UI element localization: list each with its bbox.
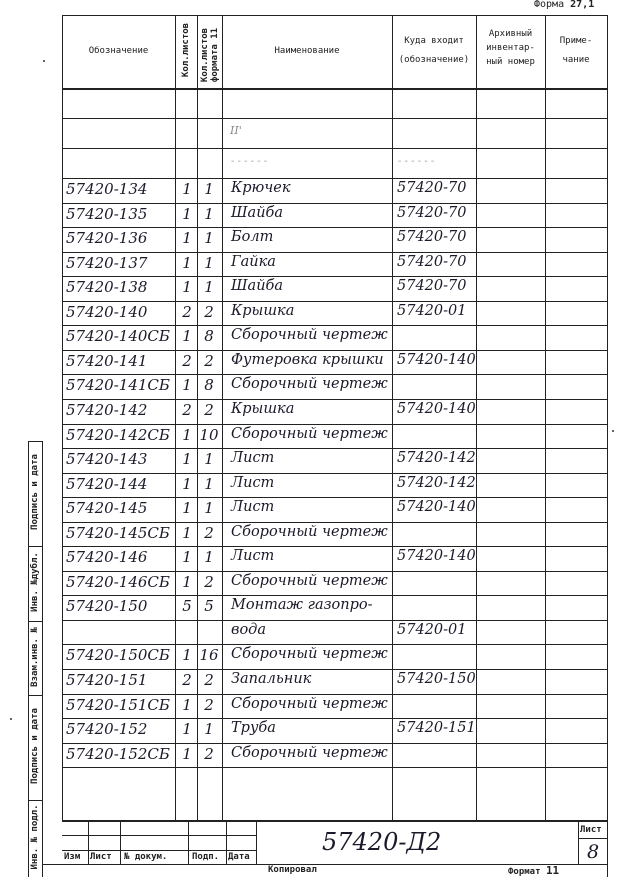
row-designation: 57420-140СБ: [66, 327, 170, 346]
row-designation: 57420-137: [66, 253, 148, 272]
row-sheets-count: 1: [182, 695, 192, 714]
row-sheets-format: 10: [199, 425, 219, 444]
row-sheets-format: 1: [204, 253, 214, 272]
table-row: [0, 497, 619, 522]
row-designation: 57420-150: [66, 597, 148, 616]
row-sheets-count: 2: [182, 351, 192, 370]
row-designation: 57420-141: [66, 351, 148, 370]
row-line: [62, 118, 608, 119]
row-sheets-format: 2: [204, 523, 214, 542]
row-sheets-count: 1: [182, 548, 192, 567]
header-bottom-border: [62, 88, 608, 90]
row-sheets-count: 1: [182, 720, 192, 739]
table-row: [0, 374, 619, 399]
row-where-used: 57420-70: [397, 278, 467, 295]
table-row: [0, 522, 619, 547]
row-where-used: 57420-70: [397, 204, 467, 221]
row-where-used: 57420-151: [397, 720, 476, 737]
row-name: Шайба: [231, 204, 284, 221]
margin-dot: [10, 718, 12, 720]
row-sheets-count: 1: [182, 450, 192, 469]
row-sheets-format: 1: [204, 204, 214, 223]
table-row: [0, 350, 619, 375]
stamp-top-border: [62, 820, 608, 822]
row-designation: 57420-146СБ: [66, 572, 170, 591]
side-label-vzam-inv: Взам.инв. №: [30, 627, 40, 687]
row-where-used: 57420-140: [397, 499, 476, 516]
stamp-podp-label: Подп.: [192, 852, 220, 862]
stamp-divider: [120, 820, 121, 864]
row-sheets-count: 1: [182, 499, 192, 518]
stamp-sheet-label: Лист: [580, 825, 602, 835]
table-row: [0, 325, 619, 350]
row-where-used: 57420-140: [397, 400, 476, 417]
row-where-used: 57420-142: [397, 450, 476, 467]
row-name: Сборочный чертеж: [231, 327, 388, 344]
row-sheets-count: 1: [182, 204, 192, 223]
footer-format: Формат 11: [508, 864, 560, 877]
row-name: Сборочный чертеж: [231, 523, 388, 540]
stamp-data-label: Дата: [228, 852, 250, 862]
row-where-used: 57420-70: [397, 229, 467, 246]
row-sheets-format: 2: [204, 351, 214, 370]
stamp-list-label: Лист: [90, 852, 112, 862]
table-row: [0, 424, 619, 449]
table-row: [0, 227, 619, 252]
row-designation: 57420-145СБ: [66, 523, 170, 542]
row-name: Футеровка крышки: [231, 351, 384, 368]
margin-dot: [43, 60, 45, 62]
row-name: вода: [231, 621, 267, 638]
row-name: Гайка: [231, 253, 276, 270]
row-sheets-count: 1: [182, 646, 192, 665]
row-designation: 57420-152СБ: [66, 744, 170, 763]
row-designation: 57420-135: [66, 204, 148, 223]
row-designation: 57420-146: [66, 548, 148, 567]
table-row: [0, 620, 619, 645]
row-name: Сборочный чертеж: [231, 376, 388, 393]
row-sheets-count: 1: [182, 425, 192, 444]
header-note: Приме- чание: [559, 36, 593, 65]
stamp-divider: [88, 820, 89, 864]
row-where-used: 57420-70: [397, 253, 467, 270]
row-where-used: 57420-150: [397, 671, 476, 687]
footer-copied: Копировал: [268, 865, 317, 875]
row-designation: 57420-136: [66, 229, 148, 248]
row-designation: 57420-150СБ: [66, 646, 170, 665]
stamp-doc-num-label: № докум.: [124, 852, 168, 862]
row-sheets-format: 2: [204, 572, 214, 591]
table-top-border: [62, 15, 608, 16]
stamp-line: [578, 838, 607, 839]
row-designation: 57420-145: [66, 499, 148, 518]
row-where-used: 57420-70: [397, 180, 467, 196]
header-name: Наименование: [274, 46, 340, 56]
table-row: [0, 203, 619, 228]
row-designation: 57420-134: [66, 180, 148, 198]
row-designation: 57420-142: [66, 400, 148, 419]
row-name: Лист: [231, 499, 275, 516]
row-sheets-format: 2: [204, 695, 214, 714]
row-designation: 57420-141СБ: [66, 376, 170, 395]
header-designation: Обозначение: [88, 46, 149, 56]
stamp-izm-label: Изм: [64, 852, 81, 862]
row-designation: 57420-142СБ: [66, 425, 170, 444]
form-label: Форма 27,1: [534, 0, 595, 10]
row-sheets-count: 5: [182, 597, 192, 616]
row-name: Лист: [231, 548, 275, 565]
row-sheets-format: 2: [204, 744, 214, 763]
side-strip-divider: [28, 800, 42, 801]
row-sheets-count: 1: [182, 474, 192, 493]
header-archive-number: Архивный инвентар- ный номер: [486, 29, 535, 67]
document-code: 57420-Д2: [322, 828, 442, 856]
row-designation: 57420-138: [66, 278, 148, 297]
row-line: [62, 767, 608, 768]
row-name: Сборочный чертеж: [231, 744, 388, 761]
side-label-sign-date-top: Подпись и дата: [30, 454, 40, 530]
table-row: [0, 644, 619, 669]
header-where-used: Куда входит (обозначение): [398, 36, 470, 65]
row-where-used: 57420-01: [397, 621, 467, 638]
side-strip-inner: [42, 441, 43, 877]
row-sheets-count: 1: [182, 572, 192, 591]
row-sheets-format: 1: [204, 278, 214, 297]
row-sheets-format: 16: [199, 646, 219, 665]
sheet-number: 8: [587, 841, 600, 863]
row-name: Сборочный чертеж: [231, 695, 388, 712]
table-row: [0, 301, 619, 326]
row-line: [62, 148, 608, 149]
row-designation: 57420-144: [66, 474, 148, 493]
row-name: Крючек: [231, 180, 291, 196]
table-row: [0, 571, 619, 596]
row-sheets-count: 1: [182, 744, 192, 763]
stamp-divider: [188, 820, 189, 864]
row-name: Крышка: [231, 302, 295, 319]
row-designation: 57420-152: [66, 720, 148, 739]
row-name: Болт: [231, 229, 274, 246]
row-designation: 57420-140: [66, 302, 148, 321]
row-sheets-format: 8: [204, 327, 214, 346]
row-sheets-count: 1: [182, 180, 192, 198]
side-label-inv-podl: Инв. № подл.: [30, 804, 40, 870]
row-sheets-format: 5: [204, 597, 214, 616]
row-sheets-count: 2: [182, 302, 192, 321]
table-row: [0, 546, 619, 571]
row-sheets-count: 2: [182, 400, 192, 419]
faint-mark: II': [230, 124, 242, 137]
row-name: Крышка: [231, 400, 295, 417]
faint-mark: - - - - - -: [398, 156, 435, 167]
side-label-sign-date-bottom: Подпись и дата: [30, 708, 40, 784]
row-sheets-format: 1: [204, 180, 214, 198]
row-name: Сборочный чертеж: [231, 425, 388, 442]
row-name: Шайба: [231, 278, 284, 295]
row-name: Монтаж газопро-: [231, 597, 373, 614]
row-sheets-format: 2: [204, 302, 214, 321]
row-name: Сборочный чертеж: [231, 572, 388, 589]
table-row: [0, 399, 619, 424]
row-name: Сборочный чертеж: [231, 646, 388, 663]
table-row: [0, 448, 619, 473]
row-where-used: 57420-140: [397, 548, 476, 565]
row-sheets-count: 1: [182, 376, 192, 395]
table-row: [0, 669, 619, 694]
row-name: Запальник: [231, 671, 312, 687]
header-sheets-format: Кол.листов формата 11: [200, 27, 220, 83]
row-designation: 57420-151СБ: [66, 695, 170, 714]
row-sheets-count: 1: [182, 253, 192, 272]
row-sheets-count: 1: [182, 523, 192, 542]
row-sheets-count: 2: [182, 671, 192, 689]
row-sheets-format: 1: [204, 720, 214, 739]
row-sheets-count: 1: [182, 278, 192, 297]
row-sheets-format: 1: [204, 229, 214, 248]
side-label-inv-dubl: Инв. №дубл.: [30, 552, 40, 612]
row-designation: 57420-143: [66, 450, 148, 469]
table-row: [0, 178, 619, 203]
row-sheets-format: 8: [204, 376, 214, 395]
table-row: [0, 595, 619, 620]
margin-dot: [612, 430, 614, 432]
header-sheets-count: Кол.листов: [181, 22, 191, 78]
side-strip-outer: [28, 441, 29, 877]
row-name: Лист: [231, 450, 275, 467]
row-sheets-format: 1: [204, 548, 214, 567]
row-where-used: 57420-140: [397, 351, 476, 368]
table-row: [0, 743, 619, 768]
table-row: [0, 276, 619, 301]
row-sheets-format: 1: [204, 499, 214, 518]
table-row: [0, 252, 619, 277]
stamp-divider: [256, 820, 257, 864]
faint-mark: - - - - - -: [231, 156, 268, 167]
row-name: Лист: [231, 474, 275, 491]
row-sheets-count: 1: [182, 229, 192, 248]
row-sheets-format: 2: [204, 671, 214, 689]
table-row: [0, 694, 619, 719]
row-sheets-format: 2: [204, 400, 214, 419]
stamp-divider: [226, 820, 227, 864]
row-designation: 57420-151: [66, 671, 148, 689]
row-sheets-format: 1: [204, 450, 214, 469]
stamp-divider: [578, 820, 579, 864]
row-where-used: 57420-142: [397, 474, 476, 491]
row-sheets-count: 1: [182, 327, 192, 346]
row-where-used: 57420-01: [397, 302, 467, 319]
table-row: [0, 718, 619, 743]
table-row: [0, 473, 619, 498]
row-name: Труба: [231, 720, 276, 737]
row-sheets-format: 1: [204, 474, 214, 493]
